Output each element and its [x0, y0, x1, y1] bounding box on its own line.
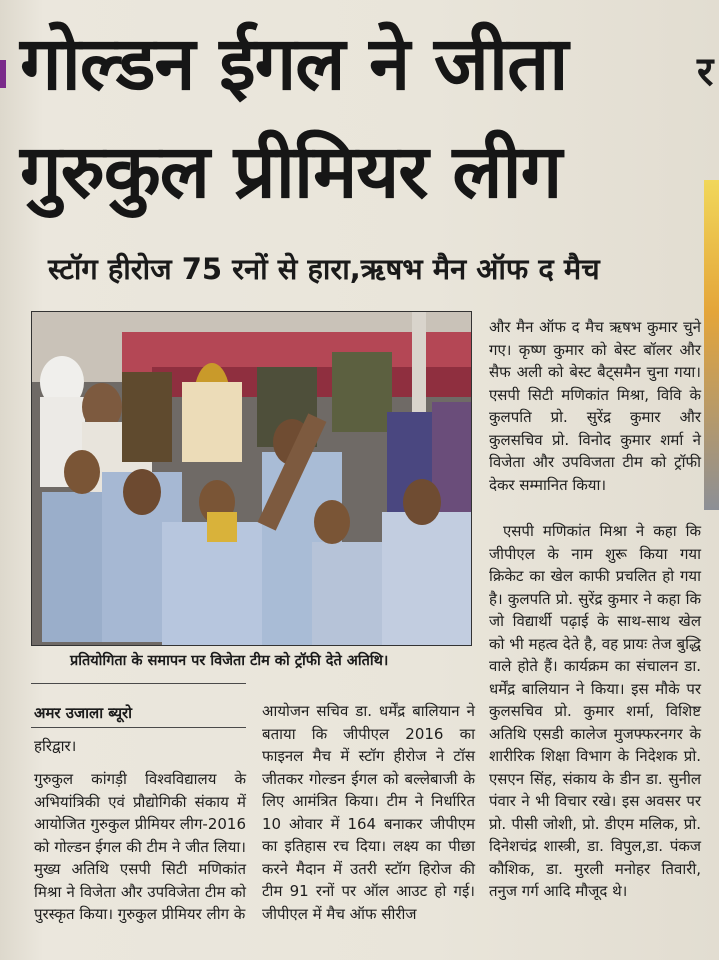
page-edge-marker [0, 60, 6, 88]
subheadline: स्टॉग हीरोज 75 रनों से हारा,ऋषभ मैन ऑफ द मैच [48, 252, 600, 286]
headline-line-1: गोल्डन ईगल ने जीता [20, 21, 568, 107]
article-column-3-bottom: एसपी मणिकांत मिश्रा ने कहा कि जीपीएल के नाम शुरू किया गया क्रिकेट का खेल काफी प्रचलित हो गया है। कुलपति प्रो. सुरेंद्र कुमार ने कहा कि जो विद्यार्थी पढ़ाई के साथ-साथ खेल को भी महत्व देते है, वह प्रायः तेज बुद्धि वाले होते हैं। कार्यक्रम का संचालन डा. धर्मेंद्र बालियान ने किया। इस मौके पर कुलसचिव प्रो. कुमार शर्मा, विशिष्ट अतिथि एसडी कालेज मुजफ्फरनगर के शारीरिक शिक्षा विभाग के निदेशक प्रो. एसएन सिंह, संकाय के डीन डा. सुनील पंवार ने भी विचार रखे। इस अवसर पर प्रो. पीसी जोशी, प्रो. डीएम मलिक, प्रो. दिनेशचंद्र शास्त्री, डा. विपुल,डा. पंकज कौशिक, डा. मुरली मनोहर तिवारी, तनुज गर्ग आदि मौजूद थे। [489, 522, 701, 900]
article-column-2: आयोजन सचिव डा. धर्मेंद्र बालियान ने बताया कि जीपीएल 2016 का फाइनल मैच में स्टॉग हीरोज ने टॉस जीतकर गोल्डन ईगल को बल्लेबाजी के लिए आमंत्रित किया। टीम ने निर्धारित 10 ओवार में 164 बनाकर जीपीएम का इतिहास रच दिया। लक्ष्य का पीछा करने मैदान में उतरी स्टॉग हिरोज की टीम 91 रनों पर ऑल आउट हो गई। जीपीएल में मैच ऑफ सीरीज [262, 702, 475, 923]
photo-caption: प्रतियोगिता के समापन पर विजेता टीम को ट्रॉफी देते अतिथि। [70, 653, 389, 669]
column-divider [31, 683, 246, 684]
byline: अमर उजाला ब्यूरो [34, 704, 133, 722]
article-column-3-top: और मैन ऑफ द मैच ऋषभ कुमार चुने गए। कृष्ण कुमार को बेस्ट बॉलर और सैफ अली को बेस्ट बैट्समैन चुना गया। एसपी सिटी मणिकांत मिश्रा, विवि के कुलपति प्रो. सुरेंद्र कुमार और कुलसचिव प्रो. विनोद कुमार शर्मा ने विजेता और उपविजता टीम को ट्रॉफी देकर सम्मानित किया। [489, 318, 701, 494]
trophy-ceremony-photo [32, 312, 471, 645]
adjacent-article-fragment: र [697, 49, 714, 95]
article-column-1: गुरुकुल कांगड़ी विश्वविद्यालय के अभियांत्रिकी एवं प्रौद्योगिकी संकाय में आयोजित गुरुकुल प्रीमियर लीग-2016 को गोल्डन ईगल की टीम ने जीत लिया। मुख्य अतिथि एसपी सिटी मणिकांत मिश्रा ने विजेता और उपविजेता टीम को पुरस्कृत किया। गुरुकुल प्रीमियर लीग के [34, 770, 246, 923]
headline-line-2: गुरुकुल प्रीमियर लीग [20, 129, 562, 215]
adjacent-photo-fragment [704, 180, 719, 510]
dateline: हरिद्वार। [34, 737, 77, 755]
column-divider [31, 727, 246, 728]
news-photo [31, 311, 472, 646]
headline [20, 10, 700, 226]
